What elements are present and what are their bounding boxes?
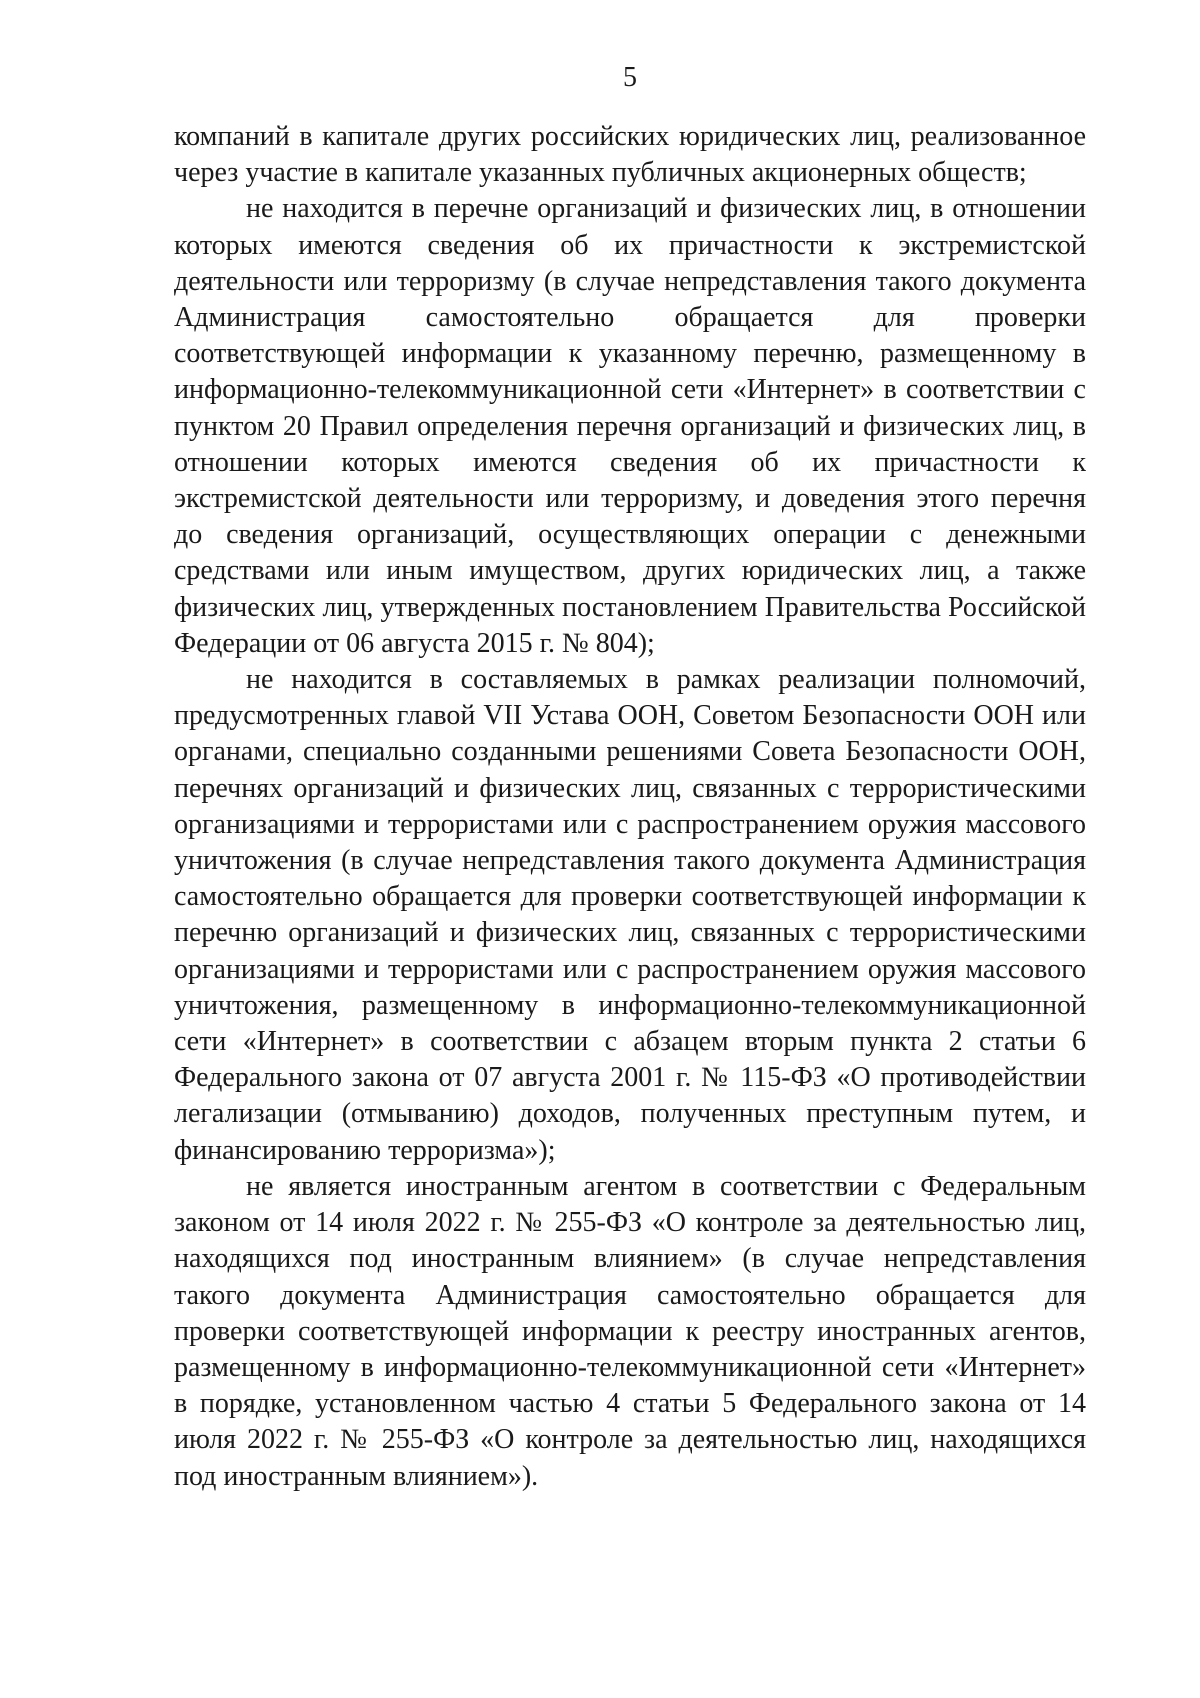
document-body bbox=[174, 119, 1086, 1495]
paragraph-un-sanctions-list: не находится в составляемых в рамках реализации полномочий, предусмотренных главой VII Устава ООН, Советом Безопасности ООН или органами, специально созданными решениями Совета Безопасности ООН, перечнях организаций и физических лиц, связанных с террористическими организациями и террористами или с распространением оружия массового уничтожения (в случае непредставления такого документа Администрация самостоятельно обращается для проверки соответствующей информации к перечню организаций и физических лиц, связанных с террористическими организациями и террористами или с распространением оружия массового уничтожения, размещенному в информационно-телекоммуникационной сети «Интернет» в соответствии с абзацем вторым пункта 2 статьи 6 Федерального закона от 07 августа 2001 г. № 115-ФЗ «О противодействии легализации (отмыванию) доходов, полученных преступным путем, и финансированию терроризма»); bbox=[174, 664, 1086, 1166]
paragraph-foreign-agent: не является иностранным агентом в соответствии с Федеральным законом от 14 июля 2022 г. № 255-ФЗ «О контроле за деятельностью лиц, находящихся под иностранным влиянием» (в случае непредставления такого документа Администрация самостоятельно обращается для проверки соответствующей информации к реестру иностранных агентов, размещенному в информационно-телекоммуникационной сети «Интернет» в порядке, установленном частью 4 статьи 5 Федерального закона от 14 июля 2022 г. № 255-ФЗ «О контроле за деятельностью лиц, находящихся под иностранным влиянием»). bbox=[174, 1170, 1086, 1492]
paragraph-continuation: компаний в капитале других российских юридических лиц, реализованное через участие в капитале указанных публичных акционерных обществ; bbox=[174, 121, 1086, 189]
paragraph-extremism-list: не находится в перечне организаций и физических лиц, в отношении которых имеются сведения об их причастности к экстремистской деятельности или терроризму (в случае непредставления такого документа Администрация самостоятельно обращается для проверки соответствующей информации к указанному перечню, размещенному в информационно-телекоммуникационной сети «Интернет» в соответствии с пунктом 20 Правил определения перечня организаций и физических лиц, в отношении которых имеются сведения об их причастности к экстремистской деятельности или терроризму, и доведения этого перечня до сведения организаций, осуществляющих операции с денежными средствами или иным имуществом, других юридических лиц, а также физических лиц, утвержденных постановлением Правительства Российской Федерации от 06 августа 2015 г. № 804); bbox=[174, 193, 1086, 659]
page-number: 5 bbox=[623, 62, 637, 93]
